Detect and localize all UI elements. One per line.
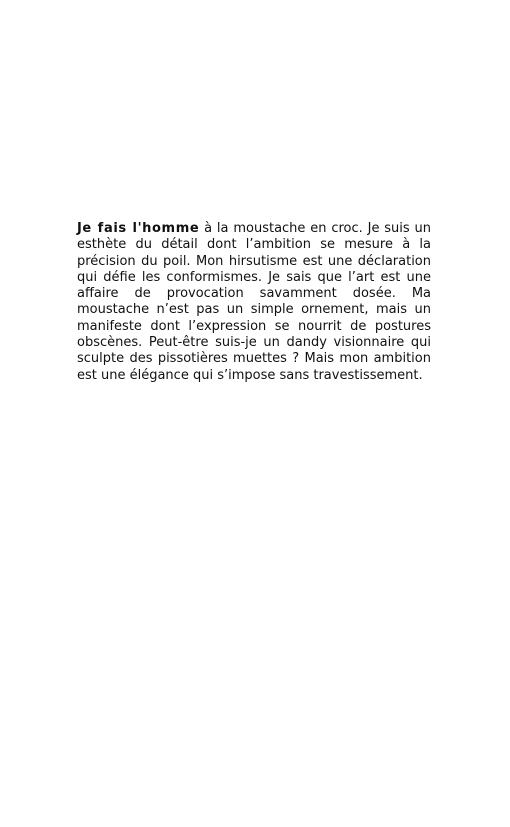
paragraph-lead: Je fais l'homme — [77, 221, 200, 236]
paragraph-text: à la moustache en croc. Je suis un esthète du détail dont l’ambition se mesure à la précision du poil. Mon hirsutisme est une déclaration qui défie les conformismes. Je sais que l’art est une affaire de provocation savamment dosée. Ma moustache n’est pas un simple ornement, mais un manifeste dont l’expression se nourrit de postures obscènes. Peut-être suis-je un dandy visionnaire qui sculpte des pissotières muettes ? Mais mon ambition est une élégance qui s’impose sans travestissement. — [77, 221, 431, 383]
body-paragraph — [77, 221, 431, 384]
